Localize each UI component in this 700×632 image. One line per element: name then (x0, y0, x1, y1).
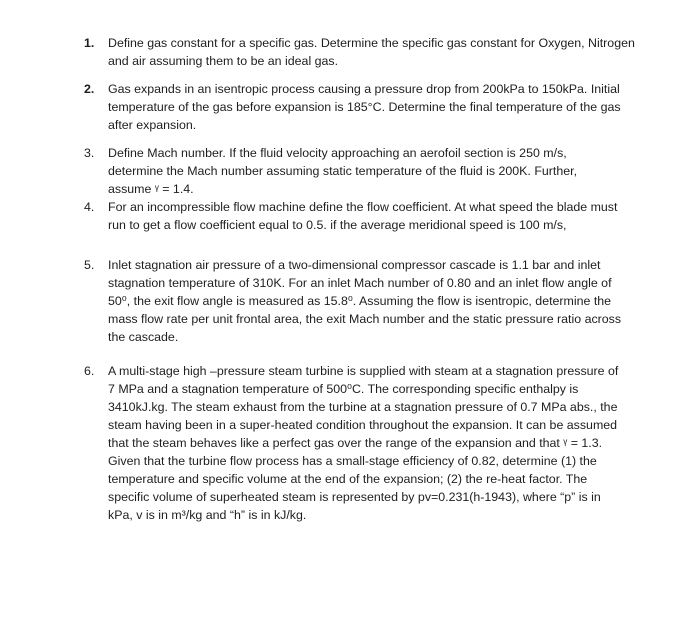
question-text-line: run to get a flow coefficient equal to 0.5. if the average meridional speed is 100 m/s, (108, 218, 567, 232)
question-2 (84, 80, 640, 134)
question-text-line: Gas expands in an isentropic process causing a pressure drop from 200kPa to 150kPa. Initial (108, 82, 620, 96)
question-5 (84, 256, 640, 346)
question-number: 1. (84, 36, 95, 50)
question-text-line: Define gas constant for a specific gas. Determine the specific gas constant for Oxygen, Nitrogen (108, 36, 635, 50)
question-number: 4. (84, 200, 95, 214)
question-text-line: after expansion. (108, 118, 197, 132)
question-text-line: mass flow rate per unit frontal area, the exit Mach number and the static pressure ratio across (108, 312, 622, 326)
question-6 (84, 362, 640, 524)
question-number: 3. (84, 146, 95, 160)
question-text-line: stagnation temperature of 310K. For an inlet Mach number of 0.80 and an inlet flow angle of (108, 276, 612, 290)
question-text-line: steam having been in a super-heated condition throughout the expansion. It can be assumed (108, 418, 618, 432)
question-text-line: kPa, v is in m³/kg and “h” is in kJ/kg. (108, 508, 307, 522)
question-text-line: 50⁰, the exit flow angle is measured as 15.8⁰. Assuming the flow is isentropic, determine the (108, 294, 612, 308)
question-text-line: specific volume of superheated steam is represented by pv=0.231(h-1943), where “p” is in (108, 490, 601, 504)
question-text-line: Given that the turbine flow process has a small-stage efficiency of 0.82, determine (1) the (108, 454, 597, 468)
question-number: 5. (84, 258, 95, 272)
question-text-line: For an incompressible flow machine define the flow coefficient. At what speed the blade must (108, 200, 618, 214)
question-text-line: 3410kJ.kg. The steam exhaust from the turbine at a stagnation pressure of 0.7 MPa abs., the (108, 400, 618, 414)
question-4 (84, 198, 640, 234)
question-text-line: A multi-stage high –pressure steam turbine is supplied with steam at a stagnation pressure of (108, 364, 619, 378)
question-text-line: determine the Mach number assuming static temperature of the fluid is 200K. Further, (108, 164, 578, 178)
question-text-line: 7 MPa and a stagnation temperature of 500⁰C. The corresponding specific enthalpy is (108, 382, 579, 396)
question-text-line: that the steam behaves like a perfect gas over the range of the expansion and that ᵞ = 1.3. (108, 436, 603, 450)
question-text-line: and air assuming them to be an ideal gas. (108, 54, 339, 68)
question-number: 2. (84, 82, 95, 96)
question-text-line: temperature and specific volume at the end of the expansion; (2) the re-heat factor. The (108, 472, 588, 486)
question-number: 6. (84, 364, 95, 378)
question-1 (84, 34, 640, 70)
question-text-line: assume ᵞ = 1.4. (108, 182, 194, 196)
question-text-line: Define Mach number. If the fluid velocity approaching an aerofoil section is 250 m/s, (108, 146, 567, 160)
question-text-line: the cascade. (108, 330, 179, 344)
question-text-line: temperature of the gas before expansion is 185°C. Determine the final temperature of the gas (108, 100, 621, 114)
question-3 (84, 144, 640, 198)
question-text-line: Inlet stagnation air pressure of a two-dimensional compressor cascade is 1.1 bar and inlet (108, 258, 601, 272)
